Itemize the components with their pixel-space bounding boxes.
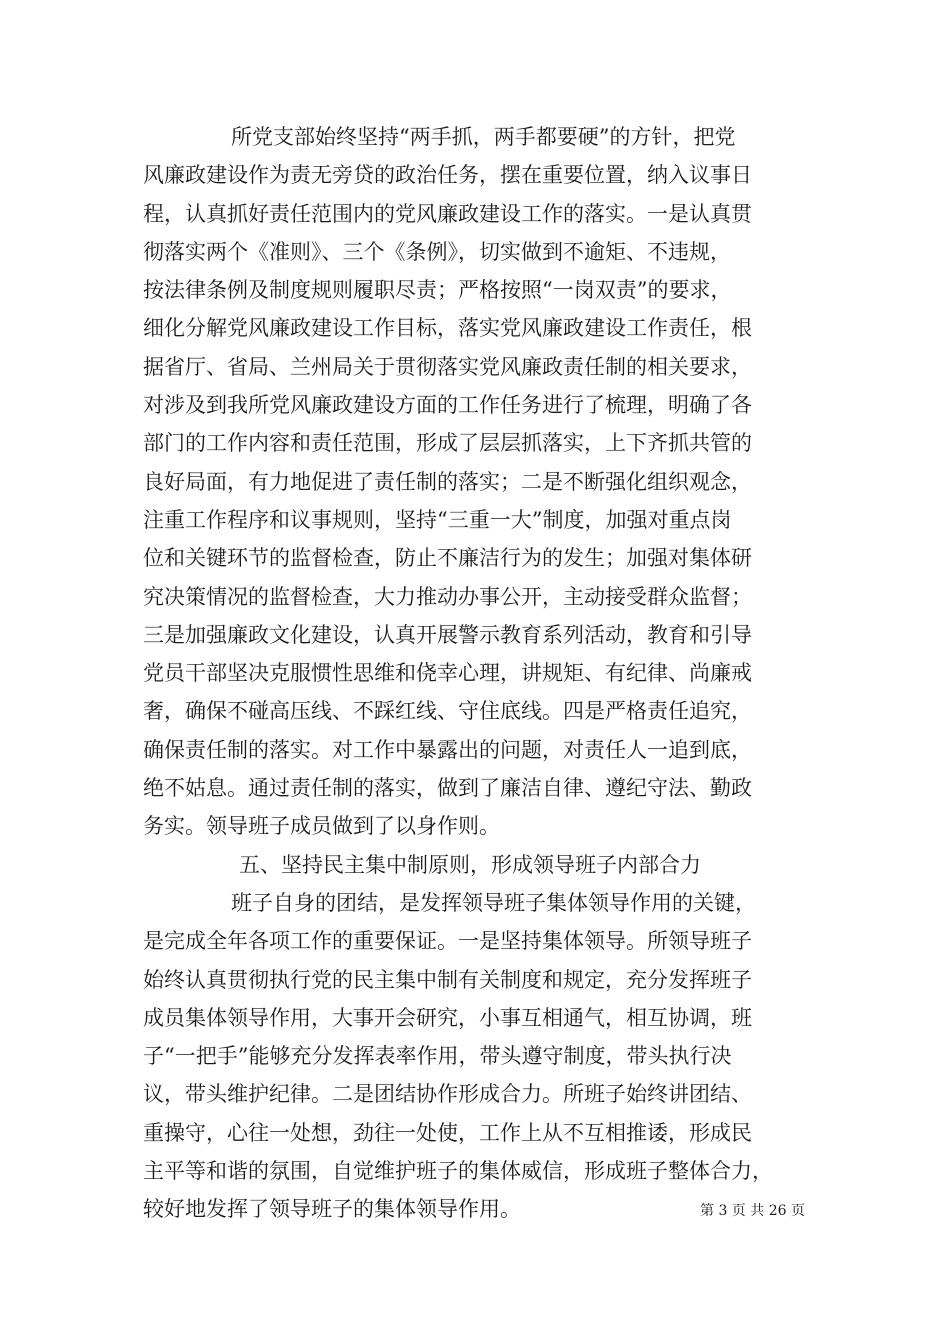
- paragraph-line: 班子自身的团结，是发挥领导班子集体领导作用的关键，: [231, 890, 756, 915]
- page-number: 第 3 页 共 26 页: [700, 1203, 805, 1219]
- paragraph-line: 细化分解党风廉政建设工作目标，落实党风廉政建设工作责任，根: [143, 316, 752, 341]
- paragraph-line: 务实。领导班子成员做到了以身作则。: [143, 814, 500, 839]
- body-text: [143, 118, 813, 1229]
- paragraph-line: 始终认真贯彻执行党的民主集中制有关制度和规定，充分发挥班子: [143, 967, 752, 992]
- paragraph-line: 所党支部始终坚持“两手抓，两手都要硬”的方针，把党: [231, 125, 736, 149]
- paragraph-line: 注重工作程序和议事规则，坚持“三重一大”制度，加强对重点岗: [143, 507, 732, 532]
- paragraph-line: 议，带头维护纪律。二是团结协作形成合力。所班子始终讲团结、: [143, 1082, 752, 1107]
- paragraph-line: 子“一把手”能够充分发挥表率作用，带头遵守制度，带头执行决: [143, 1044, 732, 1069]
- paragraph-line: 程，认真抓好责任范围内的党风廉政建设工作的落实。一是认真贯: [143, 201, 752, 226]
- paragraph-line: 良好局面，有力地促进了责任制的落实；二是不断强化组织观念，: [143, 469, 752, 494]
- paragraph-line: 据省厅、省局、兰州局关于贯彻落实党风廉政责任制的相关要求，: [143, 354, 752, 379]
- paragraph-line: 风廉政建设作为责无旁贷的政治任务，摆在重要位置，纳入议事日: [143, 163, 752, 188]
- paragraph-line: 位和关键环节的监督检查，防止不廉洁行为的发生；加强对集体研: [143, 546, 752, 571]
- paragraph-line: 究决策情况的监督检查，大力推动办事公开，主动接受群众监督；: [143, 584, 752, 609]
- paragraph-line: 较好地发挥了领导班子的集体领导作用。: [143, 1197, 521, 1222]
- paragraph-line: 部门的工作内容和责任范围，形成了层层抓落实，上下齐抓共管的: [143, 431, 752, 456]
- paragraph-line: 三是加强廉政文化建设，认真开展警示教育系列活动，教育和引导: [143, 622, 752, 647]
- paragraph-line: 成员集体领导作用，大事开会研究，小事互相通气，相互协调，班: [143, 1005, 752, 1030]
- paragraph-line: 重操守，心往一处想，劲往一处使，工作上从不互相推诿，形成民: [143, 1120, 752, 1145]
- paragraph-line: 确保责任制的落实。对工作中暴露出的问题，对责任人一追到底，: [143, 737, 752, 762]
- section-heading: 五、坚持民主集中制原则，形成领导班子内部合力: [239, 852, 701, 877]
- paragraph-line: 主平等和谐的氛围，自觉维护班子的集体威信，形成班子整体合力，: [143, 1159, 773, 1184]
- paragraph-line: 党员干部坚决克服惯性思维和侥幸心理，讲规矩、有纪律、尚廉戒: [143, 661, 752, 686]
- paragraph-line: 对涉及到我所党风廉政建设方面的工作任务进行了梳理，明确了各: [143, 393, 752, 418]
- paragraph-line: 奢，确保不碰高压线、不踩红线、守住底线。四是严格责任追究，: [143, 699, 752, 724]
- paragraph-line: 按法律条例及制度规则履职尽责；严格按照“一岗双责”的要求，: [143, 278, 732, 303]
- paragraph-line: 绝不姑息。通过责任制的落实，做到了廉洁自律、遵纪守法、勤政: [143, 776, 752, 801]
- paragraph-line: 是完成全年各项工作的重要保证。一是坚持集体领导。所领导班子: [143, 929, 752, 954]
- paragraph-line: 彻落实两个《准则》、三个《条例》，切实做到不逾矩、不违规，: [143, 239, 731, 264]
